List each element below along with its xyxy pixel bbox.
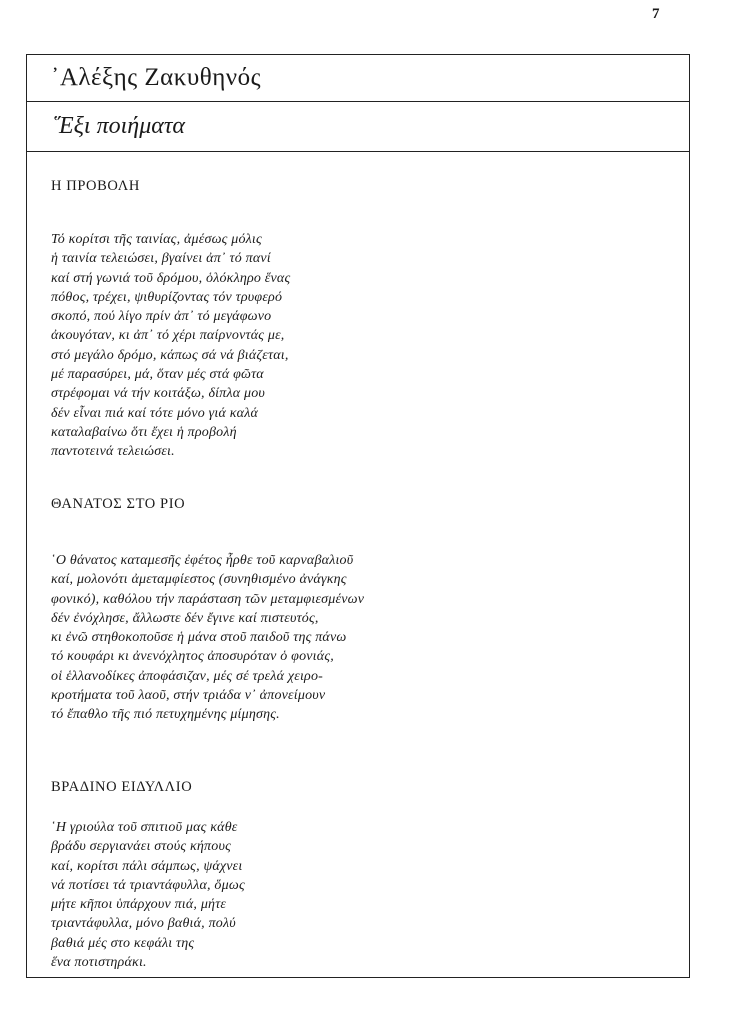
poem-title: ΘΑΝΑΤΟΣ ΣΤΟ ΡΙΟ (51, 496, 186, 512)
poem-line: ἕνα ποτιστηράκι. (51, 955, 147, 971)
poem-line: βράδυ σεργιανάει στούς κήπους (51, 839, 231, 855)
poem-line: νά ποτίσει τά τριαντάφυλλα, ὅμως (51, 877, 245, 893)
poem-line: μέ παρασύρει, μά, ὅταν μές στά φῶτα (51, 367, 264, 383)
poem-line: καί, κορίτσι πάλι σάμπως, ψάχνει (51, 858, 243, 874)
poem-line: τό ἔπαθλο τῆς πιό πετυχημένης μίμησης. (51, 707, 280, 723)
poem-line: σκοπό, πού λίγο πρίν ἀπ᾿ τό μεγάφωνο (51, 309, 272, 325)
author-name: ᾿Αλέξης Ζακυθηνός (51, 64, 261, 91)
poem-line: Τό κορίτσι τῆς ταινίας, ἀμέσως μόλις (51, 232, 262, 247)
poem-line: τό κουφάρι κι ἀνενόχλητος ἀποσυρόταν ὁ φονιάς, (51, 649, 334, 665)
poem-line: πόθος, τρέχει, ψιθυρίζοντας τόν τρυφερό (51, 289, 283, 305)
poem-line: ἡ ταινία τελειώσει, βγαίνει ἀπ᾿ τό πανί (51, 251, 271, 267)
poem-line: ἀκουγόταν, κι ἀπ᾿ τό χέρι παίρνοντάς με, (51, 328, 285, 344)
poem-line: παντοτεινά τελειώσει. (51, 444, 175, 460)
poem-line: στό μεγάλο δρόμο, κάπως σά νά βιάζεται, (51, 347, 289, 363)
poem-line: καταλαβαίνω ὅτι ἔχει ἡ προβολή (51, 424, 237, 440)
poem-line: κροτήματα τοῦ λαοῦ, στήν τριάδα ν᾿ ἀπονείμουν (51, 688, 326, 704)
poem-line: κι ἐνῶ στηθοκοποῦσε ἡ μάνα στοῦ παιδοῦ της πάνω (51, 630, 347, 646)
poem-line: μήτε κῆποι ὑπάρχουν πιά, μήτε (51, 897, 227, 913)
collection-title: ῞Εξι ποιήματα (51, 113, 186, 139)
poem-line: βαθιά μές στο κεφάλι της (51, 935, 195, 951)
poem-line: ῾Η γριούλα τοῦ σπιτιοῦ μας κάθε (51, 820, 238, 835)
poem-line: δέν ἐνόχλησε, ἄλλωστε δέν ἔγινε καί πιστευτός, (51, 610, 319, 626)
author-header (27, 55, 689, 102)
poem-line: τριαντάφυλλα, μόνο βαθιά, πολύ (51, 916, 236, 932)
poem-line: καί, μολονότι ἀμεταμφίεστος (συνηθισμένο ἀνάγκης (51, 572, 347, 588)
poem-line: οἱ ἑλλανοδίκες ἀποφάσιζαν, μές σέ τρελά χειρο- (51, 668, 324, 684)
poem-title: Η ΠΡΟΒΟΛΗ (51, 178, 140, 194)
poem-body (51, 818, 245, 972)
poem-title: ΒΡΑΔΙΝΟ ΕΙΔΥΛΛΙΟ (51, 779, 193, 795)
poem-line: ῾Ο θάνατος καταμεσῆς ἐφέτος ἦρθε τοῦ καρναβαλιοῦ (51, 553, 354, 568)
collection-header (27, 102, 689, 152)
page-number: 7 (652, 6, 660, 22)
page-frame (26, 54, 690, 978)
poem-line: δέν εἶναι πιά καί τότε μόνο γιά καλά (51, 405, 259, 421)
poem-line: φονικό), καθόλου τήν παράσταση τῶν μεταμφιεσμένων (51, 591, 365, 607)
poem-body (51, 551, 364, 725)
poem-body (51, 230, 290, 462)
poem-line: στρέφομαι νά τήν κοιτάξω, δίπλα μου (51, 386, 266, 402)
poem-line: καί στή γωνιά τοῦ δρόμου, ὁλόκληρο ἕνας (51, 270, 291, 286)
